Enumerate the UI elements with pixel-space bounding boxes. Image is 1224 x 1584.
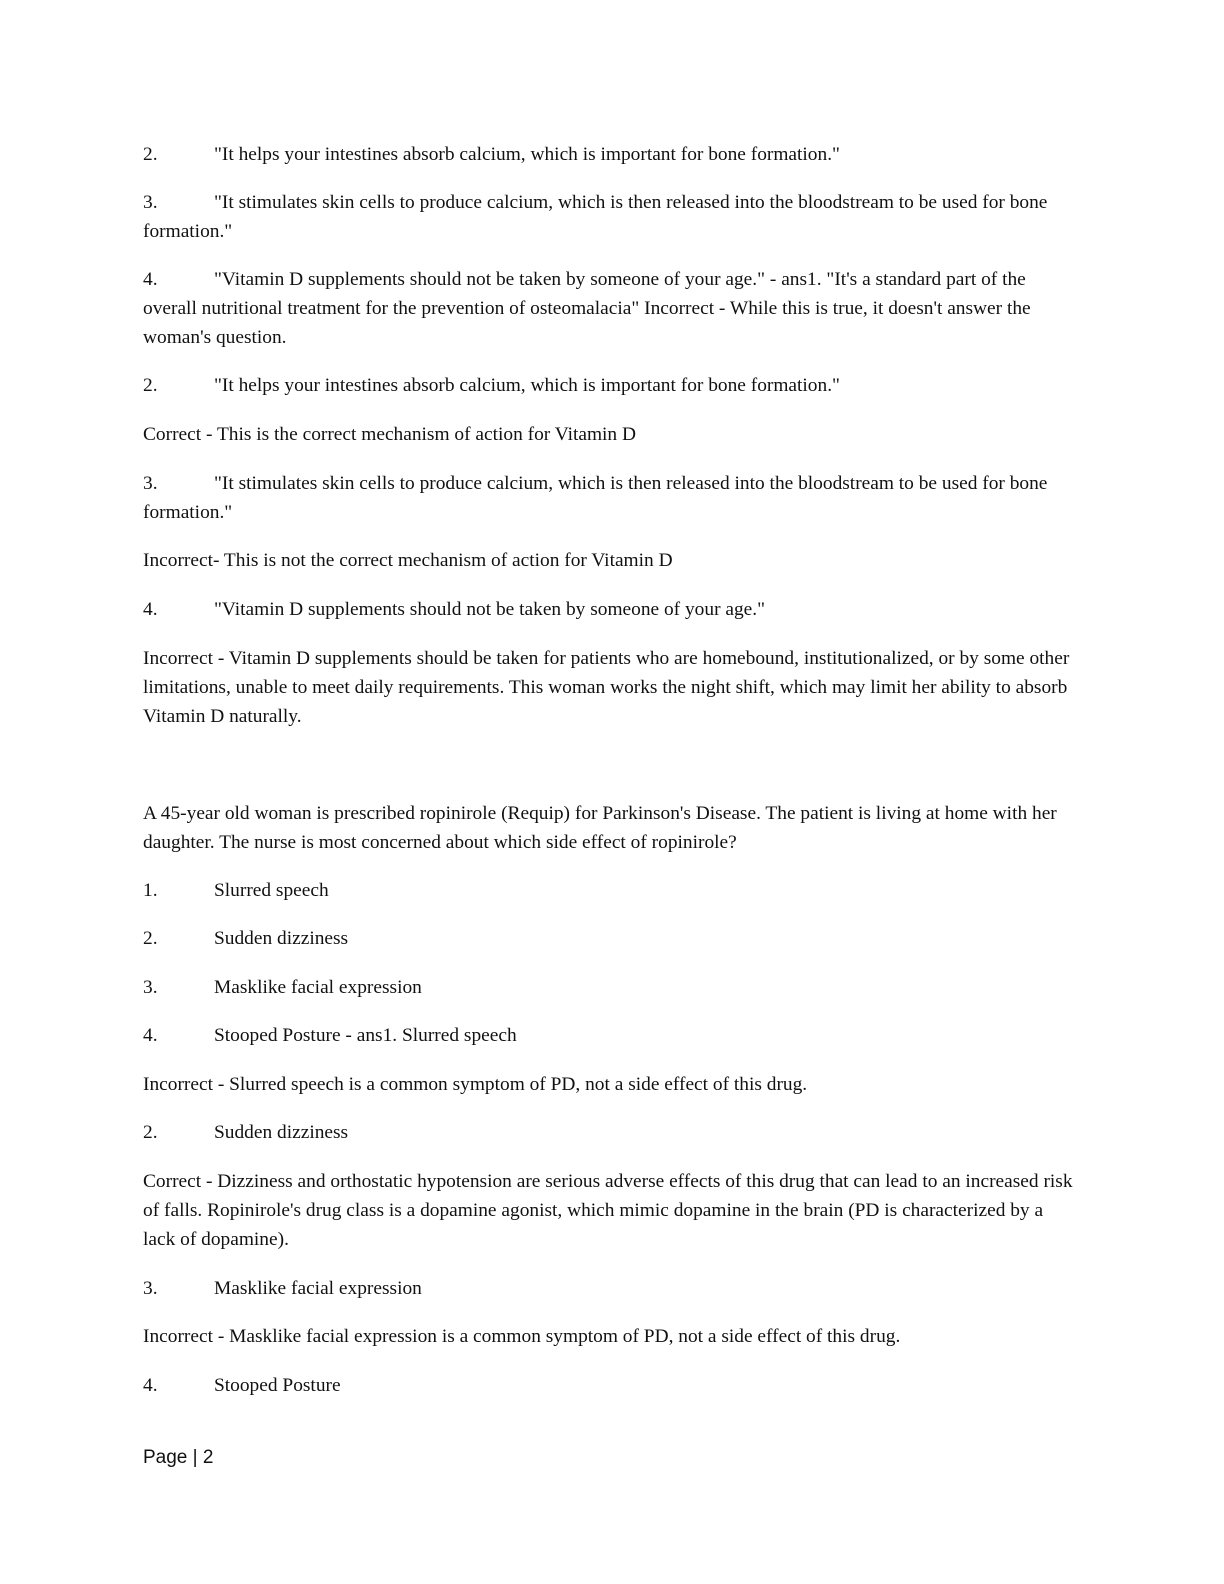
item-number: 2. xyxy=(143,375,158,396)
item-number: 3. xyxy=(143,473,158,494)
item-number: 2. xyxy=(143,1122,158,1143)
answer-option-2-dizziness xyxy=(143,1119,1073,1148)
answer-option-2 xyxy=(143,372,1073,401)
option-2-sudden-dizziness xyxy=(143,925,1073,954)
option-3-skin-cells xyxy=(143,189,1073,247)
item-number: 2. xyxy=(143,144,158,165)
item-number: 3. xyxy=(143,1278,158,1299)
item-number: 4. xyxy=(143,1025,158,1046)
rationale-incorrect-slurred: Incorrect - Slurred speech is a common symptom of PD, not a side effect of this drug. xyxy=(143,1074,808,1095)
item-text: "It helps your intestines absorb calcium, which is important for bone formation." xyxy=(214,144,840,165)
item-number: 3. xyxy=(143,977,158,998)
item-number: 3. xyxy=(143,192,158,213)
item-text: Sudden dizziness xyxy=(214,928,349,949)
item-number: 4. xyxy=(143,269,158,290)
item-number: 4. xyxy=(143,1375,158,1396)
rationale-incorrect-3: Incorrect- This is not the correct mechanism of action for Vitamin D xyxy=(143,550,673,571)
option-3-masklike xyxy=(143,974,1073,1003)
item-number: 1. xyxy=(143,880,158,901)
item-text: "Vitamin D supplements should not be taken by someone of your age." - ans1. "It's a standard part of the overall nutritional treatment for the prevention of osteomalacia" Incorrect - While this is true, it doesn't answer the woman's question. xyxy=(143,269,1031,348)
answer-option-4-stooped xyxy=(143,1372,1073,1401)
answer-option-3-masklike xyxy=(143,1275,1073,1304)
item-text: "It helps your intestines absorb calcium, which is important for bone formation." xyxy=(214,375,840,396)
option-2-intestines xyxy=(143,141,1073,170)
item-text: "It stimulates skin cells to produce calcium, which is then released into the bloodstream to be used for bone formation." xyxy=(143,473,1048,523)
page-footer: Page | 2 xyxy=(143,1447,214,1468)
rationale-incorrect-4: Incorrect - Vitamin D supplements should be taken for patients who are homebound, institutionalized, or by some other limitations, unable to meet daily requirements. This woman works the night shift, which may limit her ability to absorb Vitamin D naturally. xyxy=(143,648,1070,727)
question-ropinirole: A 45-year old woman is prescribed ropinirole (Requip) for Parkinson's Disease. The patient is living at home with her daughter. The nurse is most concerned about which side effect of ropinirole? xyxy=(143,803,1057,853)
option-4-stooped-with-answer xyxy=(143,1022,1073,1051)
item-text: "It stimulates skin cells to produce calcium, which is then released into the bloodstream to be used for bone formation." xyxy=(143,192,1048,242)
rationale-incorrect-masklike: Incorrect - Masklike facial expression is a common symptom of PD, not a side effect of this drug. xyxy=(143,1326,901,1347)
item-text: Stooped Posture xyxy=(214,1375,341,1396)
item-text: Stooped Posture - ans1. Slurred speech xyxy=(214,1025,517,1046)
item-text: "Vitamin D supplements should not be taken by someone of your age." xyxy=(214,599,766,620)
item-text: Masklike facial expression xyxy=(214,1278,422,1299)
item-text: Sudden dizziness xyxy=(214,1122,349,1143)
answer-option-4 xyxy=(143,596,1073,625)
option-1-slurred-speech xyxy=(143,877,1073,906)
item-number: 2. xyxy=(143,928,158,949)
answer-option-3 xyxy=(143,470,1073,528)
item-number: 4. xyxy=(143,599,158,620)
item-text: Masklike facial expression xyxy=(214,977,422,998)
option-4-with-answer xyxy=(143,266,1073,352)
rationale-correct-2: Correct - This is the correct mechanism of action for Vitamin D xyxy=(143,424,636,445)
item-text: Slurred speech xyxy=(214,880,329,901)
rationale-correct-dizziness: Correct - Dizziness and orthostatic hypotension are serious adverse effects of this drug that can lead to an increased risk of falls. Ropinirole's drug class is a dopamine agonist, which mimic dopamine in the brain (PD is characterized by a lack of dopamine). xyxy=(143,1171,1073,1250)
